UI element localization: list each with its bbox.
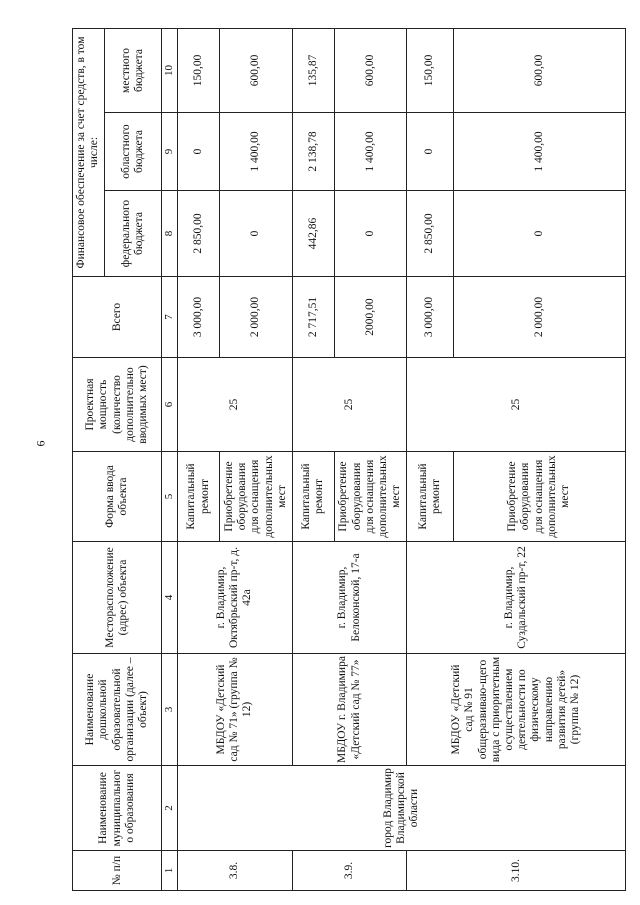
local-cell: 600,00 xyxy=(453,28,625,112)
row-number: 3.9. xyxy=(292,851,407,891)
header-federal: федерального бюджета xyxy=(104,191,162,277)
form-cell: Приобретение оборудования для оснащения дополнительных мест xyxy=(453,452,625,542)
column-number: 2 xyxy=(162,766,178,851)
organization-address: г. Владимир, Белоконской, 17-а xyxy=(292,542,407,654)
local-cell: 600,00 xyxy=(334,28,407,112)
federal-cell: 2 850,00 xyxy=(178,191,220,277)
federal-cell: 2 850,00 xyxy=(407,191,453,277)
total-cell: 2 000,00 xyxy=(220,277,293,358)
organization-name: МБДОУ г. Владимира «Детский сад № 77» xyxy=(292,654,407,766)
header-regional: областного бюджета xyxy=(104,113,162,191)
header-address: Месторасположение (адрес) объекта xyxy=(73,542,162,654)
column-number: 6 xyxy=(162,358,178,452)
header-capacity: Проектная мощность (количество дополнительно вводимых мест) xyxy=(73,358,162,452)
federal-cell: 442,86 xyxy=(292,191,334,277)
header-form: Форма ввода объекта xyxy=(73,452,162,542)
total-cell: 3 000,00 xyxy=(407,277,453,358)
header-num: № п/п xyxy=(73,851,162,891)
column-number: 9 xyxy=(162,113,178,191)
column-number: 10 xyxy=(162,28,178,112)
header-organization: Наименование дошкольной образовательной организации (далее – объект) xyxy=(73,654,162,766)
form-cell: Капитальный ремонт xyxy=(407,452,453,542)
column-number: 1 xyxy=(162,851,178,891)
column-number: 8 xyxy=(162,191,178,277)
organization-name: МБДОУ «Детский сад № 71» (группа № 12) xyxy=(178,654,293,766)
organization-address: г. Владимир, Суздальский пр-т, 22 xyxy=(407,542,626,654)
regional-cell: 1 400,00 xyxy=(220,113,293,191)
header-total: Всего xyxy=(73,277,162,358)
federal-cell: 0 xyxy=(334,191,407,277)
form-cell: Капитальный ремонт xyxy=(178,452,220,542)
header-municipality: Наименование муниципального образования xyxy=(73,766,162,851)
column-number: 3 xyxy=(162,654,178,766)
page-number: 6 xyxy=(33,440,48,447)
capacity-cell: 25 xyxy=(292,358,407,452)
organization-name: МБДОУ «Детский сад № 91 общеразвиваю-щего вида с приоритетным осуществлением деятельности по физическому направлению развития детей» (группа № 12) xyxy=(407,654,626,766)
total-cell: 2 000,00 xyxy=(453,277,625,358)
form-cell: Капитальный ремонт xyxy=(292,452,334,542)
facility-finance-table xyxy=(72,28,626,891)
column-number-row xyxy=(162,28,178,890)
header-local: местного бюджета xyxy=(104,28,162,112)
header-row xyxy=(73,28,105,890)
regional-cell: 0 xyxy=(178,113,220,191)
regional-cell: 1 400,00 xyxy=(453,113,625,191)
total-cell: 2000,00 xyxy=(334,277,407,358)
organization-address: г. Владимир, Октябрьский пр-т, д. 42а xyxy=(178,542,293,654)
document-page xyxy=(72,29,626,891)
regional-cell: 2 138,78 xyxy=(292,113,334,191)
local-cell: 150,00 xyxy=(178,28,220,112)
municipality-name: город Владимир Владимирской области xyxy=(178,766,626,851)
column-number: 7 xyxy=(162,277,178,358)
regional-cell: 1 400,00 xyxy=(334,113,407,191)
capacity-cell: 25 xyxy=(178,358,293,452)
form-cell: Приобретение оборудования для оснащения дополнительных мест xyxy=(220,452,293,542)
total-cell: 2 717,51 xyxy=(292,277,334,358)
column-number: 4 xyxy=(162,542,178,654)
local-cell: 150,00 xyxy=(407,28,453,112)
capacity-cell: 25 xyxy=(407,358,626,452)
table-row xyxy=(292,28,334,890)
local-cell: 135,87 xyxy=(292,28,334,112)
table-row xyxy=(178,28,220,890)
column-number: 5 xyxy=(162,452,178,542)
federal-cell: 0 xyxy=(453,191,625,277)
regional-cell: 0 xyxy=(407,113,453,191)
row-number: 3.8. xyxy=(178,851,293,891)
table-row xyxy=(407,28,453,890)
row-number: 3.10. xyxy=(407,851,626,891)
total-cell: 3 000,00 xyxy=(178,277,220,358)
header-finance-group: Финансовое обеспечение за счет средств, в том числе: xyxy=(73,28,105,276)
form-cell: Приобретение оборудования для оснащения дополнительных мест xyxy=(334,452,407,542)
local-cell: 600,00 xyxy=(220,28,293,112)
federal-cell: 0 xyxy=(220,191,293,277)
